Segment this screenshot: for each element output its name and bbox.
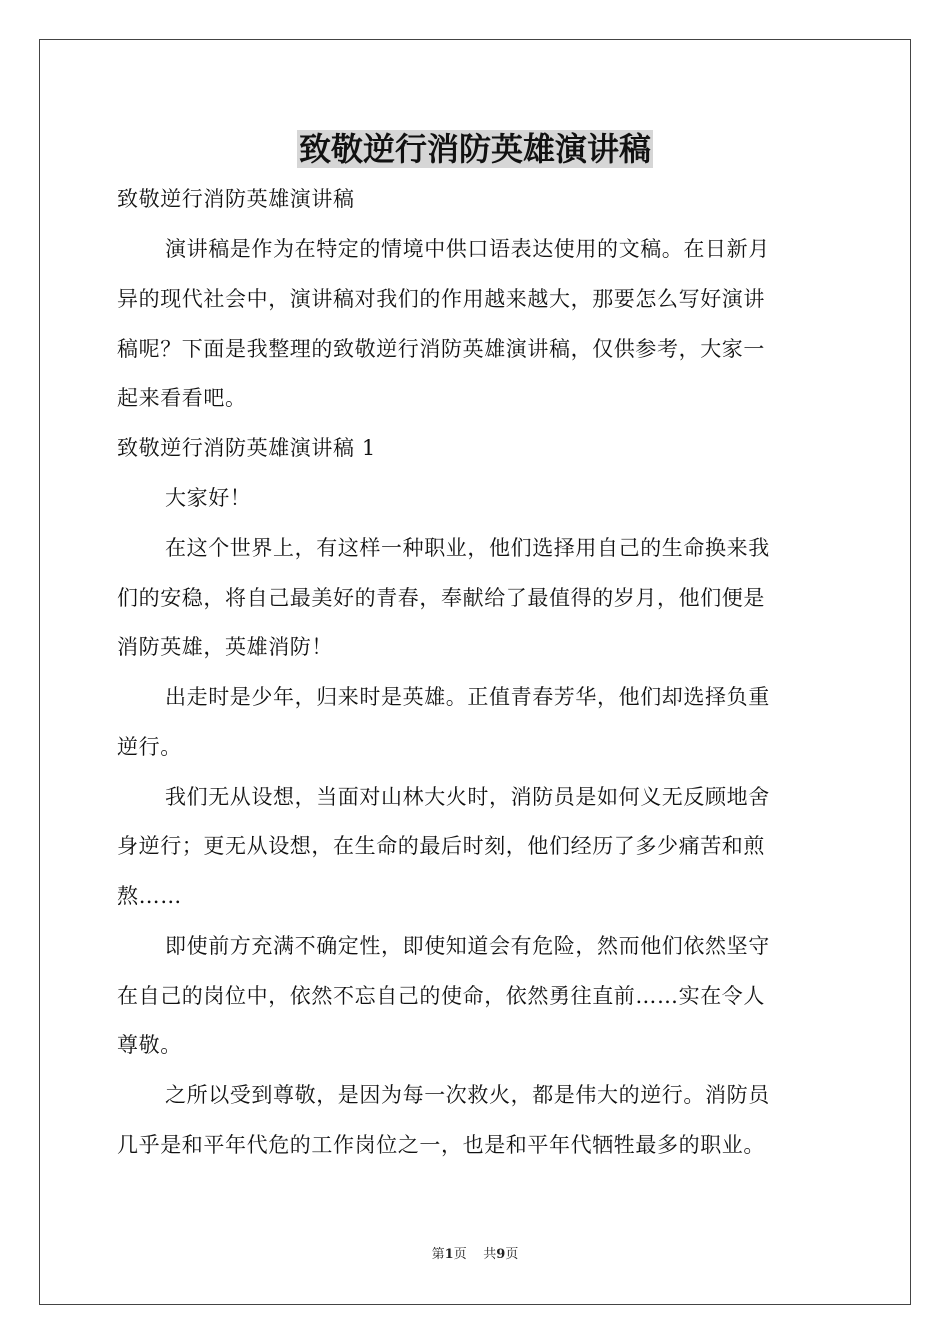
document-title: [117, 127, 833, 171]
para2-line-2: 逆行。: [117, 735, 182, 759]
para3-line-3: 熬……: [117, 884, 182, 908]
para5-line-1: 之所以受到尊敬，是因为每一次救火，都是伟大的逆行。消防员: [165, 1083, 770, 1107]
para4-line-3: 尊敬。: [117, 1033, 182, 1057]
intro-line-2: 异的现代社会中，演讲稿对我们的作用越来越大，那要怎么写好演讲: [117, 287, 765, 311]
page-prefix: 第: [431, 1247, 445, 1262]
total-pages: 9: [496, 1247, 506, 1262]
page-footer: [0, 1246, 950, 1264]
intro-line-4: 起来看看吧。: [117, 386, 247, 410]
intro-line-1: 演讲稿是作为在特定的情境中供口语表达使用的文稿。在日新月: [165, 237, 770, 261]
para3-line-1: 我们无从设想，当面对山林大火时，消防员是如何义无反顾地舍: [165, 785, 770, 809]
para1-line-2: 们的安稳，将自己最美好的青春，奉献给了最值得的岁月，他们便是: [117, 586, 765, 610]
page-number: 1: [444, 1247, 454, 1262]
greeting: 大家好！: [165, 486, 252, 510]
para1-line-3: 消防英雄，英雄消防！: [117, 635, 333, 659]
document-title-text: 致敬逆行消防英雄演讲稿: [298, 130, 651, 168]
para5-line-2: 几乎是和平年代危的工作岗位之一，也是和平年代牺牲最多的职业。: [117, 1133, 765, 1157]
para1-line-1: 在这个世界上，有这样一种职业，他们选择用自己的生命换来我: [165, 536, 770, 560]
para4-line-1: 即使前方充满不确定性，即使知道会有危险，然而他们依然坚守: [165, 934, 770, 958]
total-prefix: 共: [483, 1247, 497, 1262]
page-suffix: 页: [453, 1247, 467, 1262]
total-suffix: 页: [505, 1247, 519, 1262]
section-heading: 致敬逆行消防英雄演讲稿 1: [117, 436, 376, 460]
intro-line-3: 稿呢？下面是我整理的致敬逆行消防英雄演讲稿，仅供参考，大家一: [117, 337, 765, 361]
document-subtitle: 致敬逆行消防英雄演讲稿: [117, 187, 355, 211]
para2-line-1: 出走时是少年，归来时是英雄。正值青春芳华，他们却选择负重: [165, 685, 770, 709]
page-border: [39, 39, 911, 1305]
para3-line-2: 身逆行；更无从设想，在生命的最后时刻，他们经历了多少痛苦和煎: [117, 834, 765, 858]
para4-line-2: 在自己的岗位中，依然不忘自己的使命，依然勇往直前……实在令人: [117, 984, 765, 1008]
